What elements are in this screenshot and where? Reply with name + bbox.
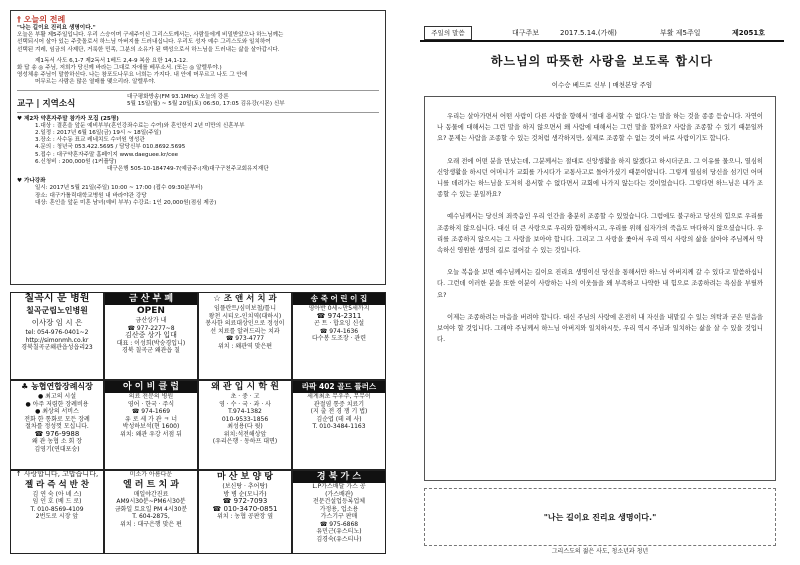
ad-line: T.974-1382 [228,408,262,415]
ad-line: 김순엽 (데 레 사) [316,415,362,423]
ad-line: 매일야간진료 [133,490,169,498]
ad-line: OPEN [137,306,165,316]
ad-line: 전문건설업등록업체 [312,498,366,505]
article-title: 하느님의 따뜻한 사랑을 보도록 합시다 [490,54,714,68]
liturgy-line: 선택된 겨레, 임금의 사제단, 거룩한 민족, 그분의 소유가 된 백성으로서 하느님을 드러내는 삶을 살아갑시다. [17,46,280,53]
ad-line: ☎ 976-9988 [34,429,80,438]
ad-title: ↑ 사랑합니다, 고맙습니다, [15,470,99,478]
ad-line: 경북칠곡군왜관읍성읍리23 [21,344,93,351]
ad-title: 라팍 402 골드 플러스 [293,381,385,393]
ad-line: 김산중 상가 입대 [125,331,177,339]
liturgy-heading: † 오늘의 전례 [17,15,66,24]
ad-line: 위치: 왜관 우강 서점 뒤 [120,430,182,438]
ad-line: ☎ 974-1669 [131,408,171,415]
ad-restaurant [198,470,292,554]
paragraph: 이제는 조종하려는 마음을 버려야 합니다. 대신 주님의 사랑에 온전히 내 자신을 내맡길 수 있는 의탁과 굳은 믿음을 보여야 할 것입니다. 그래야 주님께서 하느님 아버지와 일치하시듯, 우리 역시 주님과 일치하는 삶을 살 수 있을 것입니다. [437,313,763,344]
ad-dentist-2 [104,470,198,554]
event-line: 1.대상 : 결혼을 앞둔 예비부부(혼인강좌수료는 수여)와 혼인한지 2년 미만의 신혼부부 [35,122,245,129]
ad-line: 영어 · 한국 · 주식 [127,400,175,408]
ad-line: ☎ 972-7093 [222,497,268,505]
ad-dental [198,292,292,380]
ad-line: ☎ 974-2311 [316,311,362,320]
event-line: 장소: 대구가톨릭대학교병원 내 바라야관 강당 [35,192,147,199]
quote-text: "나는 길이요 진리요 생명이다." [543,513,657,522]
event-line: 4.문의 : 청년국 053.422.5695 / 담당신부 010.8692.5695 [35,144,186,151]
ad-line: L.P가스배달 가스 공 [312,483,366,490]
ad-title: 아 이 비 클 럽 [105,381,197,393]
ad-line: 초 · 중 · 고 [230,393,260,400]
ad-line: 왜 관 농협 소 회 장 [31,438,83,445]
event-line: 3.장소 : 사수동 표교 레네치도 수녀원 영성관 [35,137,145,144]
advertisement-grid [10,292,386,562]
ad-title: ☆ 조 앤 서 치 과 [213,294,277,304]
event-title: ♥ 가나강좌 [17,178,46,185]
ad-buffet [104,292,198,380]
ad-line: 김경숙(유스티나) [316,535,362,543]
ad-line: AM9시30분~PM6시30분 [116,498,186,505]
ad-title: 칠곡시 문 병원 [24,293,90,304]
ad-kindergarten [292,292,386,380]
ad-title: 경 북 가 스 [293,471,385,483]
ad-title: 엘 러 트 치 과 [122,479,179,490]
ad-academy [198,380,292,470]
liturgy-line: 선택되시어 살아 있는 주춧돌로서 하느님 아버지를 드러내십니다. 우리도 성자 예수 그리스도와 일치하여 [17,39,271,46]
ad-line: ☎ 977-2277~8 [127,324,175,332]
paragraph: 우리는 살아가면서 어떤 사람이 다른 사람을 향해서 '절대 용서할 수 없다.'는 말을 하는 것을 종종 듣습니다. 자연이나 동물에 대해서는 그런 말을 하지 않으면서 왜 사람에 대해서는 그런 말을 할까요? 사람을 조종할 수 있기 때문일까요? 문제는 사람을 조종할 수 있는 것처럼 생각하지만, 실제로 조종할 수 없는 것이 바로 사람이기도 합니다. [437,113,763,143]
ad-line: 위치:석전해상앞 [223,430,267,438]
liturgy-section [10,10,386,285]
ad-line: 의료 전문의 병원 [128,393,174,400]
liturgy-line: 오늘은 부활 제5주일입니다. 우리 스승이며 구세주이신 그리스도께서는, 사람들에게 비밀받았으나 하느님께는 [17,32,284,39]
ad-line: 다수봉 도조장 · 관련 [312,335,366,342]
ad-line: ☎ 975-6868 [319,520,359,528]
ad-line: tel: 054-976-0401~2 [25,329,89,336]
paragraph: 오늘 복음을 보면 예수님께서는 길이요 진리요 생명이신 당신을 통해서만 하느님 아버지께 갈 수 있다고 말씀하십니다. 그런데 이러한 분을 또한 이분이 사랑하는 나의 이웃들을 왜 부족하고 나약한 내 힘으로 조종하려는 욕심을 부릴까요? [437,269,763,299]
ad-line: 금산상가 내 [135,317,167,324]
ad-line: 위치 : 농협 공판장 옆 [216,513,274,520]
column-tag: 주일의 말씀 [424,26,472,40]
issue-number: 제2051호 [732,29,766,37]
article-author: 이수승 베드로 신부 | 매천본당 주임 [551,81,653,89]
paragraph: 예수님께서는 당신의 죄죽음인 우리 인간을 충분히 조종할 수 있었습니다. 그럼에도 불구하고 당신의 힘으로 우리를 조종하지 않으십니다. 대신 더 큰 사랑으로 우리와 함께하시고, 우리를 위해 십자가의 죽음도 마다하지 않으셨습니다. 우리를 조종하지 않으시는 그 사랑을 보아야 합니다. 그리고 그 사랑을 좇아서 우리 역시 사랑의 삶을 살아야 주님께서 약속하신 영원한 생명의 길로 걸어갈 수 있는 것입니다. [437,213,764,255]
bank-account: 대구은행 505-10-184749-7(예금주:(재)대구구천주교회유지재단 [107,166,269,173]
ad-gold-plus [292,380,386,470]
broadcast-schedule: 5월 15일(월) ~ 5월 20일(토) 06:50, 17:05 김유강(시몬) 신부 [127,100,285,107]
reading-line: 머무르는 사람은 많은 열매를 맺으리라. 알렐루야. [35,79,156,86]
section-title: 교구 | 지역소식 [17,98,76,109]
event-line: 2.일정 : 2017년 6월 16일(금) 19시 ~ 18일(주일) [35,130,162,137]
ad-line: 봉사한 의료대상인으로 정성이 [205,320,285,327]
ad-line: (우리은행 · 동하프 대면) [212,438,278,445]
ad-line: (보신탕 · 추어탕) [222,483,268,490]
ad-line: (가스배관) [325,490,353,498]
ad-line: 이사장 임 시 은 [31,318,83,327]
liturgical-day: 부활 제5주일 [660,29,701,37]
ad-line: 젤 라 즉 석 반 찬 [24,479,90,490]
ad-title: 송 죽 어 린 이 집 [293,293,385,305]
ad-line: 010-9533-1856 [221,415,269,423]
ad-line: 가스기구 판매 [320,513,358,520]
ad-line: 위치 : 왜관역 맞은편 [217,342,273,350]
liturgy-line: "나는 길이요 진리요 생명이다." [17,25,96,31]
ad-line: 전화 한 통화로 모든 장례 [24,415,90,423]
ad-line: 경북 칠곡군 왜관읍 칠 [122,347,180,354]
ad-line: ☎ 974-1636 [319,327,359,335]
ad-gas [292,470,386,554]
ad-title: 금 산 부 폐 [105,293,197,305]
ad-line: 관절염 통증 치료기 [313,400,365,408]
ad-line: T. 604-2875, [132,513,170,520]
ad-line: T. 010-8569-4109 [30,505,84,513]
ad-line: 최성용(다 윗) [227,423,263,430]
ad-side-dish [10,470,104,554]
ad-line: ● 최상의 서비스 [35,408,79,415]
ad-line: ● 아주 저렴한 장례비용 [25,400,89,408]
ad-club [104,380,198,470]
ad-title: ♣ 농협연합장례식장 [21,382,93,391]
ad-line: 방 병 순(모니카) [223,490,267,498]
ad-line: 대표 : 이성희(박숭경입니) [116,339,186,347]
divider [17,112,379,113]
article-body [424,96,776,481]
ad-title: 마 산 보 양 탕 [216,472,273,482]
ad-line: 영아반 0세~만5세까지 [308,305,370,312]
reading-line: 영성체송 주님이 말씀하신다. 나는 참포도나무요 너희는 가지다. 내 안에 머무르고 나도 그 안에 [17,72,248,79]
ad-line: 곤 트 · 합요잉 신설 [313,320,365,327]
ad-line: 위치 : 대구은행 맞은 편 [120,520,182,528]
ad-line: 유민근(유스티노) [316,528,362,535]
ad-line: 선 치료를 알려드리는 치과 [210,327,280,335]
ad-line: 가정용, 업소용 [319,505,359,513]
paragraph: 오래 전에 어떤 분을 만났는데, 그분께서는 절대로 신앙생활을 하지 않겠다고 하시더군요. 그 이유를 물으니, 열심히 신앙생활을 하시던 어머니가 교회를 가시다가 교통사고로 돌아가셨기 때문이랍니다. 그렇게 열심히 당신을 섬기던 어머니를 데려가는 하느님을 도저히 용서할 수 없다면서 교회에 나가지 않는다는 것이었습니다. 그렇다면 하느님은 내가 조종할 수 있는 분일까요? [437,157,763,199]
ad-line: 유 로 세 가 관 ㅋ 너 [124,415,177,423]
ad-line: ☎ 010-3470-0851 [212,504,278,513]
issue-date: 2017.5.14.(가해) [560,29,617,37]
event-line: 6.신청비 : 200,000원 (1커플당) [35,158,117,165]
event-title: ♥ 제2차 약혼자주말 참가자 모집 (25명) [17,115,119,122]
ad-line: 칠곡군립노인병원 [26,306,88,315]
ad-line: T. 010-3484-1163 [312,423,366,430]
ad-line: ☎ 973-4777 [225,335,265,342]
ad-line: 임플란트/심미보철/틀니 [213,305,276,312]
ad-line: 영 · 수 · 국 · 과 · 사 [219,400,271,408]
ad-line: 2번도로 시장 앞 [35,513,79,520]
right-page [420,0,800,565]
paper-name: 대구주보 [512,29,540,37]
ad-line: 왕천 시티오-인치역(대하시) [208,312,282,320]
ad-line: 금화일 토요일 PM 4시30분 [114,505,188,513]
ad-line: (지 출 전 경 쟁 기 법) [310,408,368,415]
broadcast-title: 대구평화방송(FM 93.1MHz) 오늘의 강론 [127,93,229,100]
reading-line: 화 답 송 ◎ 주님, 저희가 당신께 바라는 그대로 자애를 베푸소서. (또는 ◎ 알렐루야.) [17,65,222,72]
ad-title: 왜 관 입 시 학 원 [211,382,279,392]
event-line: 대상: 혼인을 앞둔 미혼 남녀(예비 부부) 수강료: 1인 20,000원(점심 제공) [35,199,217,206]
quote-box [424,488,776,546]
ad-line: 미소가 아름다운 [129,471,173,478]
ad-line: 김영기(연대포숭) [34,445,80,453]
ad-line: 절차를 정성껏 모십니다. [25,423,89,430]
event-line: 5.접수 : 대구약혼자주말 홈페이지 www.daeguee.kr/cee [35,151,179,158]
divider [17,90,379,91]
event-line: 일시: 2017년 5월 21일(주일) 10:00 ~ 17:00 (접수 09:30분부터) [35,185,203,192]
ad-line: ● 최고의 시설 [37,393,77,400]
ad-line: 임 인 호 (베 드 로) [32,498,82,505]
ad-line: 김 연 숙 (아 녜 스) [32,490,82,498]
ad-line: http://simonmh.co.kr [25,336,89,344]
quote-caption: 그리스도의 젊은 사도, 청소년과 청년 [551,548,649,555]
ad-line: 박성하보석(현 1600) [122,423,180,430]
reading-line: 제1독서 사도 6,1-7 제2독서 1베드 2,4-9 복음 요한 14,1-12. [35,57,188,64]
ad-line: 세계최초 무우주, 무무이 [307,393,371,400]
ad-hospital [10,292,104,380]
ad-funeral [10,380,104,470]
